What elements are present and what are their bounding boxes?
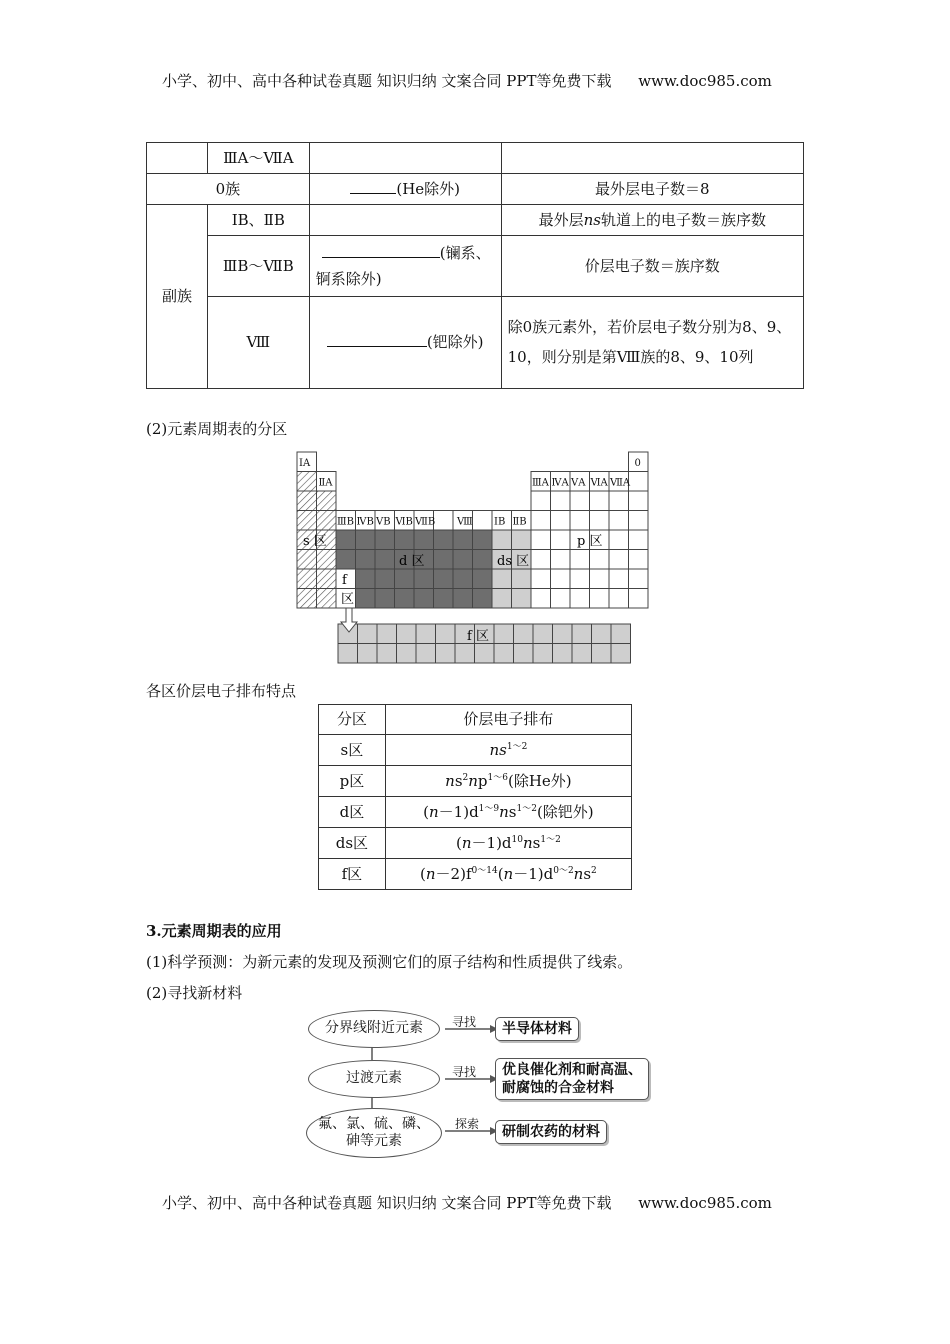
ds-block-cell: [492, 569, 512, 589]
f-block-cell: [592, 644, 612, 664]
group-label-viib: ⅦB: [415, 516, 436, 528]
d-block-cell: [434, 530, 454, 550]
d-block-cell: [453, 589, 473, 609]
d-block-cell: [453, 569, 473, 589]
arrow-label-explore: 探索: [455, 1117, 480, 1131]
target-pesticide: 研制农药的材料: [495, 1120, 607, 1144]
d-block-cell: [473, 550, 493, 570]
group-cell-viii: Ⅷ: [207, 297, 309, 389]
group-label-iib: ⅡB: [512, 516, 527, 528]
d-block-cell: [473, 589, 493, 609]
page-header: [162, 70, 772, 91]
p-block-cell: [570, 550, 590, 570]
d-block-header-cell: [434, 511, 454, 531]
group-cell-iiib-rule: 价层电子数＝族序数: [501, 236, 803, 297]
d-block-cell: [414, 569, 434, 589]
d-block-cell: [356, 530, 376, 550]
group-label-zero: 0: [634, 458, 641, 469]
valence-zone-p: p区: [319, 766, 386, 797]
f-block-cell: [494, 644, 514, 664]
group-cell-zero-rule: 最外层电子数＝8: [501, 174, 803, 205]
group-label-va: ⅤA: [571, 477, 586, 489]
valence-zone-f: f区: [319, 859, 386, 890]
f-small-label-2: 区: [341, 592, 355, 607]
group-table: [146, 142, 804, 389]
group-label-via: ⅥA: [590, 477, 608, 489]
group-label-ib: ⅠB: [494, 516, 506, 528]
d-block-cell: [356, 569, 376, 589]
group-cell-iiia-viia: ⅢA～ⅦA: [207, 143, 309, 174]
f-block-cell: [611, 644, 631, 664]
s-block-cell: [297, 491, 317, 511]
group-cell-empty: [309, 143, 501, 174]
section-3-title: 3.元素周期表的应用: [146, 922, 282, 940]
f-block-cell: [533, 644, 553, 664]
valence-title: 各区价层电子排布特点: [146, 682, 297, 700]
group-label-viii: Ⅷ: [457, 516, 473, 528]
s-block-label: s 区: [303, 534, 327, 549]
d-block-cell: [395, 589, 415, 609]
d-block-cell: [356, 550, 376, 570]
p-block-cell: [590, 511, 610, 531]
f-block-cell: [514, 624, 534, 644]
f-block-cell: [397, 644, 417, 664]
p-block-cell: [531, 569, 551, 589]
f-block-cell: [475, 644, 495, 664]
valence-config-s: $ns^{1\sim 2}$: [385, 735, 631, 766]
group-label-iia: ⅡA: [318, 477, 333, 489]
p-block-cell: [551, 550, 571, 570]
f-block-cell: [611, 624, 631, 644]
d-block-cell: [375, 530, 395, 550]
group-cell-empty: [501, 143, 803, 174]
d-block-cell: [414, 589, 434, 609]
d-block-cell: [375, 589, 395, 609]
f-block-cell: [416, 644, 436, 664]
f-block-cell: [436, 644, 456, 664]
d-block-cell: [434, 550, 454, 570]
p-block-cell: [551, 589, 571, 609]
s-block-cell: [317, 491, 337, 511]
group-cell-iiib-viib: ⅢB～ⅦB: [207, 236, 309, 297]
f-block-cell: [397, 624, 417, 644]
d-block-label: d 区: [399, 554, 425, 569]
p-block-cell: [570, 491, 590, 511]
ds-block-cell: [492, 530, 512, 550]
arrow-label-search-2: 寻找: [452, 1065, 477, 1079]
ds-block-cell: [512, 569, 532, 589]
node-nonmetal-elements: 氟、氯、硫、磷、 砷等元素: [306, 1108, 442, 1158]
valence-head-zone: 分区: [319, 705, 386, 735]
ds-block-label: ds 区: [497, 554, 530, 569]
d-block-cell: [473, 569, 493, 589]
p-block-cell: [531, 491, 551, 511]
p-block-cell: [609, 530, 629, 550]
valence-config-ds: $(n-1)d^{10}ns^{1\sim 2}$: [385, 828, 631, 859]
group-label-viia: ⅦA: [610, 477, 631, 489]
f-block-cell: [338, 644, 358, 664]
header-site: www.doc985.com: [638, 72, 772, 90]
p-block-cell: [551, 569, 571, 589]
p-block-cell: [590, 550, 610, 570]
group-label-ia: ⅠA: [299, 458, 311, 469]
s-block-cell: [297, 550, 317, 570]
f-block-cell: [533, 624, 553, 644]
ds-block-cell: [512, 530, 532, 550]
d-block-cell: [375, 550, 395, 570]
f-small-label-1: f: [342, 573, 347, 588]
group-label-iiia: ⅢA: [532, 477, 549, 489]
valence-table: [318, 704, 632, 890]
p-block-cell: [570, 569, 590, 589]
s-block-cell: [317, 511, 337, 531]
p-block-cell: [609, 550, 629, 570]
group-label-iva: ⅣA: [551, 477, 569, 489]
group-cell-zero-blank: (He除外): [309, 174, 501, 205]
p-block-cell: [609, 511, 629, 531]
page-footer: [162, 1192, 772, 1213]
p-block-cell: [531, 511, 551, 531]
section-2-title: (2)元素周期表的分区: [146, 420, 288, 438]
p-block-cell: [629, 472, 649, 492]
p-block-cell: [531, 550, 551, 570]
p-block-cell: [629, 491, 649, 511]
target-semiconductor: 半导体材料: [495, 1017, 579, 1041]
d-block-cell: [395, 569, 415, 589]
s-block-cell: [317, 589, 337, 609]
d-block-cell: [453, 530, 473, 550]
d-block-cell: [434, 589, 454, 609]
f-block-cell: [377, 624, 397, 644]
f-block-cell: [553, 624, 573, 644]
p-block-cell: [551, 491, 571, 511]
group-label-vb: ⅤB: [376, 516, 391, 528]
target-catalyst-alloy: 优良催化剂和耐高温、 耐腐蚀的合金材料: [495, 1058, 649, 1100]
f-block-cell: [455, 644, 475, 664]
arrow-label-search-1: 寻找: [452, 1015, 477, 1029]
group-cell-iiib-blank: (镧系、 锕系除外): [309, 236, 501, 297]
subgroup-label: 副族: [147, 205, 208, 389]
p-block-cell: [629, 530, 649, 550]
valence-config-p: $ns^2np^{1\sim 6}$(除He外): [385, 766, 631, 797]
s-block-cell: [317, 569, 337, 589]
f-block-label: f 区: [467, 629, 489, 644]
f-block-cell: [436, 624, 456, 644]
p-block-cell: [551, 530, 571, 550]
header-text: 小学、初中、高中各种试卷真题 知识归纳 文案合同 PPT等免费下载: [162, 72, 612, 90]
p-block-cell: [629, 569, 649, 589]
p-block-cell: [531, 589, 551, 609]
s-block-cell: [297, 569, 317, 589]
p-block-cell: [609, 589, 629, 609]
d-block-cell: [453, 550, 473, 570]
f-block-cell: [416, 624, 436, 644]
d-block-cell: [356, 589, 376, 609]
f-block-cell: [514, 644, 534, 664]
d-block-cell: [336, 530, 356, 550]
valence-zone-d: d区: [319, 797, 386, 828]
d-block-cell: [414, 530, 434, 550]
d-block-cell: [434, 569, 454, 589]
valence-config-f: $(n-2)f^{0\sim 14}(n-1)d^{0\sim 2}ns^2$: [385, 859, 631, 890]
footer-text: 小学、初中、高中各种试卷真题 知识归纳 文案合同 PPT等免费下载: [162, 1194, 612, 1212]
valence-head-config: 价层电子排布: [385, 705, 631, 735]
group-label-ivb: ⅣB: [356, 516, 374, 528]
group-cell-ib-rule: 最外层ns轨道上的电子数＝族序数: [501, 205, 803, 236]
f-block-cell: [592, 624, 612, 644]
f-block-cell: [572, 644, 592, 664]
group-cell-zero: 0族: [147, 174, 310, 205]
p-block-cell: [590, 491, 610, 511]
ds-block-cell: [512, 589, 532, 609]
group-cell-viii-rule: 除0族元素外，若价层电子数分别为8、9、10，则分别是第Ⅷ族的8、9、10列: [501, 297, 803, 389]
d-block-cell: [375, 569, 395, 589]
p-block-cell: [570, 589, 590, 609]
s-block-cell: [317, 550, 337, 570]
p-block-cell: [531, 530, 551, 550]
group-cell-ib-iib: ⅠB、ⅡB: [207, 205, 309, 236]
p-block-cell: [629, 550, 649, 570]
f-block-cell: [553, 644, 573, 664]
f-block-cell: [377, 644, 397, 664]
group-cell-empty: [309, 205, 501, 236]
f-block-cell: [358, 644, 378, 664]
p-block-cell: [629, 589, 649, 609]
group-label-vib: ⅥB: [395, 516, 413, 528]
f-block-cell: [358, 624, 378, 644]
valence-zone-s: s区: [319, 735, 386, 766]
p-block-cell: [570, 511, 590, 531]
f-block-cell: [572, 624, 592, 644]
ds-block-cell: [492, 589, 512, 609]
periodic-table-diagram: [295, 450, 655, 670]
s-block-cell: [297, 511, 317, 531]
s-block-cell: [297, 472, 317, 492]
p-block-cell: [590, 569, 610, 589]
p-block-cell: [590, 589, 610, 609]
d-block-cell: [473, 530, 493, 550]
p-block-cell: [609, 491, 629, 511]
p-block-cell: [609, 569, 629, 589]
p-block-cell: [551, 511, 571, 531]
section-3-para-1: (1)科学预测：为新元素的发现及预测它们的原子结构和性质提供了线索。: [146, 953, 633, 971]
group-cell-viii-blank: (钯除外): [309, 297, 501, 389]
p-block-label: p 区: [577, 534, 603, 549]
valence-config-d: $(n-1)d^{1\sim 9}ns^{1\sim 2}$(除钯外): [385, 797, 631, 828]
d-block-header-cell: [473, 511, 493, 531]
valence-zone-ds: ds区: [319, 828, 386, 859]
f-block-cell: [494, 624, 514, 644]
node-boundary-elements: 分界线附近元素: [308, 1010, 440, 1048]
s-block-cell: [297, 589, 317, 609]
d-block-cell: [336, 550, 356, 570]
node-transition-elements: 过渡元素: [308, 1060, 440, 1098]
group-label-iiib: ⅢB: [337, 516, 354, 528]
d-block-cell: [395, 530, 415, 550]
p-block-cell: [629, 511, 649, 531]
group-cell-empty: [147, 143, 208, 174]
section-3-para-2: (2)寻找新材料: [146, 984, 243, 1002]
footer-site: www.doc985.com: [638, 1194, 772, 1212]
